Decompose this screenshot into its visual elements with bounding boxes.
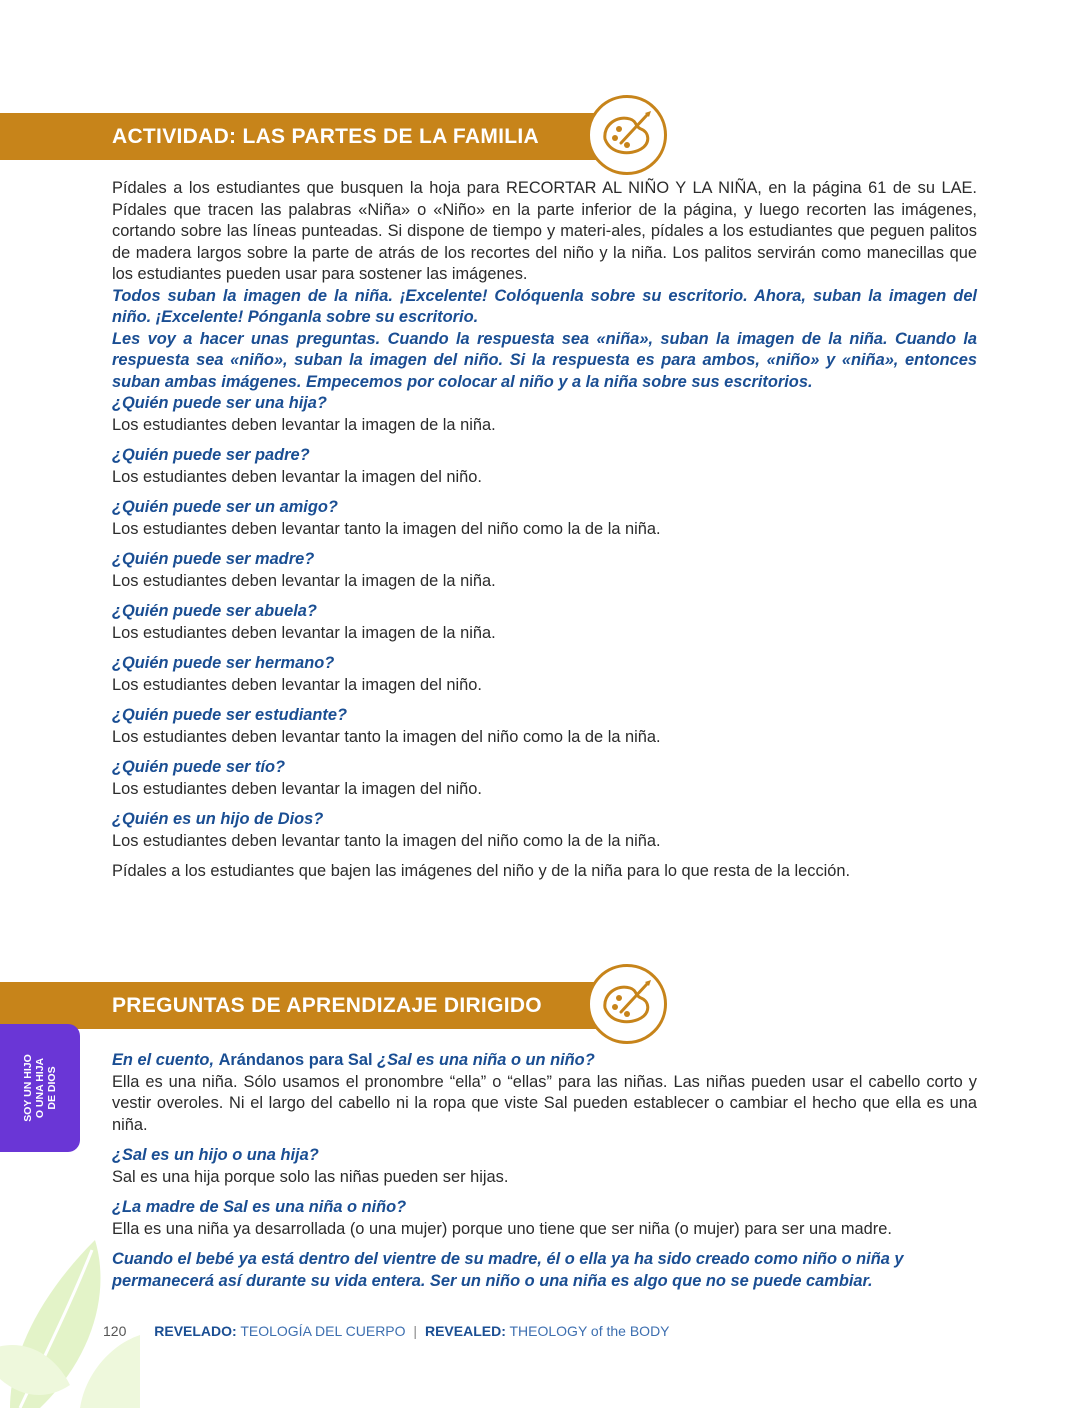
question: ¿Quién puede ser un amigo? (112, 498, 338, 516)
qa-item (112, 393, 977, 436)
closing-instruction: Pídales a los estudiantes que bajen las imágenes del niño y de la niña para lo que resta de la lección. (112, 862, 851, 880)
qa-item (112, 653, 977, 696)
palette-brush-icon (587, 964, 667, 1044)
answer: Ella es una niña. Sólo usamos el pronombre “ella” o “ellas” para las niñas. Las niñas pueden usar el cabello corto y vestir overoles. Ni el largo del cabello ni la ropa que viste Sal pueden establecer o cambiar el hecho que ella es una niña. (112, 1072, 977, 1134)
answer: Sal es una hija porque solo las niñas pueden ser hijas. (112, 1167, 509, 1186)
teacher-script-1: Todos suban la imagen de la niña. ¡Excelente! Colóquenla sobre su escritorio. Ahora, suban la imagen del niño. ¡Excelente! Pónganla sobre su escritorio. (112, 286, 977, 326)
question: ¿Quién puede ser madre? (112, 550, 315, 568)
question: ¿Quién puede ser tío? (112, 758, 286, 776)
activity-instructions: Pídales a los estudiantes que busquen la hoja para RECORTAR AL NIÑO Y LA NIÑA, en la página 61 de su LAE. Pídales que tracen las palabras «Niña» o «Niño» en la parte inferior de la página, y luego recorten las imágenes, cortando sobre las líneas punteadas. Si dispone de tiempo y materi-ales, pídales a los estudiantes que peguen palitos de madera largos sobre la parte de atrás de los recortes del niño y la niña. Los palitos servirán como manecillas que los estudiantes pueden usar para sostener las imágenes. (112, 179, 977, 283)
palette-brush-icon (587, 95, 667, 175)
answer: Ella es una niña ya desarrollada (o una mujer) porque uno tiene que ser niña (o mujer) para ser una madre. (112, 1219, 892, 1238)
leaves-decoration-icon (0, 1235, 140, 1408)
answer: Los estudiantes deben levantar la imagen del niño. (112, 675, 482, 694)
answer: Los estudiantes deben levantar la imagen del niño. (112, 779, 482, 798)
section-actividad-content (112, 178, 977, 883)
answer: Los estudiantes deben levantar la imagen de la niña. (112, 571, 496, 590)
chapter-tab-label: SOY UN HIJO O UNA HIJA DE DIOS (22, 1054, 58, 1122)
teacher-script-3: Cuando el bebé ya está dentro del vientre de su madre, él o ella ya ha sido creado como niño o niña y permanecerá así durante su vida entera. Ser un niño o una niña es algo que no se puede cambiar. (112, 1250, 904, 1290)
answer: Los estudiantes deben levantar la imagen de la niña. (112, 623, 496, 642)
qa-item (112, 1197, 977, 1240)
qa-item (112, 757, 977, 800)
qa-item (112, 705, 977, 748)
question: ¿Quién es un hijo de Dios? (112, 810, 324, 828)
question-prefix: En el cuento, (112, 1051, 219, 1069)
question: ¿Sal es un hijo o una hija? (112, 1146, 319, 1164)
qa-item (112, 601, 977, 644)
footer-brand-es: REVELADO: (154, 1323, 237, 1339)
question (112, 1050, 977, 1072)
question: ¿Quién puede ser estudiante? (112, 706, 347, 724)
qa-item (112, 809, 977, 852)
footer-brand-en-subtitle: THEOLOGY of the BODY (505, 1323, 670, 1339)
qa-item (112, 1050, 977, 1136)
answer: Los estudiantes deben levantar tanto la imagen del niño como la de la niña. (112, 831, 661, 850)
section-title: ACTIVIDAD: LAS PARTES DE LA FAMILIA (112, 124, 539, 148)
answer: Los estudiantes deben levantar tanto la imagen del niño como la de la niña. (112, 727, 661, 746)
qa-item (112, 445, 977, 488)
page-footer (103, 1323, 1003, 1339)
teacher-script-2: Les voy a hacer unas preguntas. Cuando la respuesta sea «niña», suban la imagen de la niña. Cuando la respuesta sea «niño», suban la imagen del niño. Si la respuesta es para ambos, «niño» y «niña», entonces suban ambas imágenes. Empecemos por colocar al niño y a la niña sobre sus escritorios. (112, 329, 977, 391)
footer-brand-en: REVEALED: (424, 1323, 506, 1339)
question: ¿Quién puede ser padre? (112, 446, 310, 464)
question: ¿La madre de Sal es una niña o niño? (112, 1198, 407, 1216)
section-banner-actividad (0, 113, 600, 160)
footer-brand-es-subtitle: TEOLOGÍA DEL CUERPO (236, 1323, 406, 1339)
question-text: ¿Sal es una niña o un niño? (372, 1051, 595, 1069)
qa-item (112, 1145, 977, 1188)
answer: Los estudiantes deben levantar tanto la imagen del niño como la de la niña. (112, 519, 661, 538)
answer: Los estudiantes deben levantar la imagen de la niña. (112, 415, 496, 434)
answer: Los estudiantes deben levantar la imagen del niño. (112, 467, 482, 486)
section-banner-preguntas (0, 982, 600, 1029)
question: ¿Quién puede ser una hija? (112, 394, 327, 412)
chapter-side-tab (0, 1024, 80, 1152)
qa-item (112, 549, 977, 592)
section-title: PREGUNTAS DE APRENDIZAJE DIRIGIDO (112, 993, 542, 1017)
footer-separator: | (413, 1323, 418, 1339)
page-number: 120 (103, 1323, 127, 1339)
qa-item (112, 497, 977, 540)
question: ¿Quién puede ser abuela? (112, 602, 317, 620)
section-preguntas-content (112, 1050, 977, 1292)
book-title: Arándanos para Sal (218, 1051, 373, 1069)
question: ¿Quién puede ser hermano? (112, 654, 335, 672)
